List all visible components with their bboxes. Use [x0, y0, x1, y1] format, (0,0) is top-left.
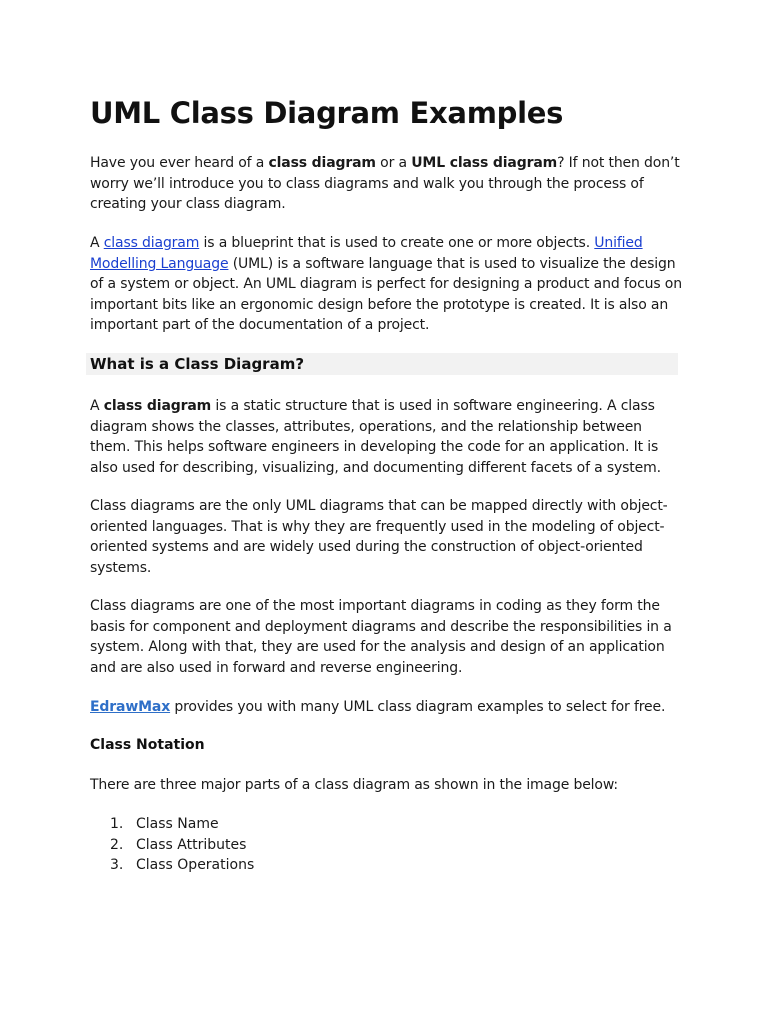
list-item: [110, 835, 254, 856]
edrawmax-link[interactable]: EdrawMax: [90, 699, 171, 715]
unified-modelling-language-link[interactable]: Unified Modelling Language: [90, 235, 643, 272]
section-heading: What is a Class Diagram?: [90, 355, 305, 373]
class-parts-list: [110, 814, 254, 876]
class-diagram-link[interactable]: class diagram: [103, 235, 200, 251]
list-item-label: Class Operations: [136, 857, 255, 874]
parts-intro-paragraph: There are three major parts of a class diagram as shown in the image below:: [90, 777, 618, 793]
edrawmax-paragraph: [90, 697, 682, 718]
definition-paragraph: [90, 233, 682, 336]
definition-text-3: (UML) is a software language that is used to visualize the design of a system or object. An UML diagram is perfect for designing a product and focus on important bits like an ergonomic design before the prototype is created. It is also an important part of the documentation of a project.: [90, 255, 682, 334]
what-is-bold-class-diagram: class diagram: [103, 398, 212, 414]
intro-text-2: or a: [375, 155, 412, 171]
class-notation-heading: Class Notation: [90, 737, 205, 753]
intro-text-3: ? If not then don’t worry we’ll introduce you to class diagrams and walk you through the process of creating your class diagram.: [90, 155, 680, 213]
edrawmax-text: provides you with many UML class diagram examples to select for free.: [170, 699, 666, 715]
list-item-number: 3.: [110, 857, 124, 874]
what-is-paragraph: [90, 396, 682, 478]
what-is-text-2: is a static structure that is used in software engineering. A class diagram shows the classes, attributes, operations, and the relationship between them. This helps software engineers in developing the code for an application. It is also used for describing, visualizing, and documenting different facets of a system.: [90, 398, 661, 476]
intro-bold-uml-class-diagram: UML class diagram: [411, 155, 558, 171]
definition-text-1: A: [90, 235, 104, 251]
what-is-text-1: A: [90, 398, 104, 414]
intro-bold-class-diagram: class diagram: [268, 155, 376, 171]
list-item-label: Class Attributes: [136, 836, 247, 853]
intro-text-1: Have you ever heard of a: [90, 155, 269, 171]
list-item-number: 2.: [110, 836, 124, 853]
intro-paragraph: [90, 153, 682, 215]
page-title: UML Class Diagram Examples: [90, 96, 564, 130]
mapping-paragraph: Class diagrams are the only UML diagrams that can be mapped directly with object-oriented languages. That is why they are frequently used in the modeling of object-oriented systems and are widely used during the construction of object-oriented systems.: [90, 498, 668, 576]
list-item-label: Class Name: [136, 816, 219, 832]
list-item: [110, 855, 254, 876]
list-item-number: 1.: [110, 816, 124, 832]
list-item: [110, 814, 254, 835]
definition-text-2: is a blueprint that is used to create one or more objects.: [199, 235, 595, 251]
importance-paragraph: Class diagrams are one of the most important diagrams in coding as they form the basis for component and deployment diagrams and describe the responsibilities in a system. Along with that, they are used for the analysis and design of an application and are also used in forward and reverse engineering.: [90, 598, 672, 676]
